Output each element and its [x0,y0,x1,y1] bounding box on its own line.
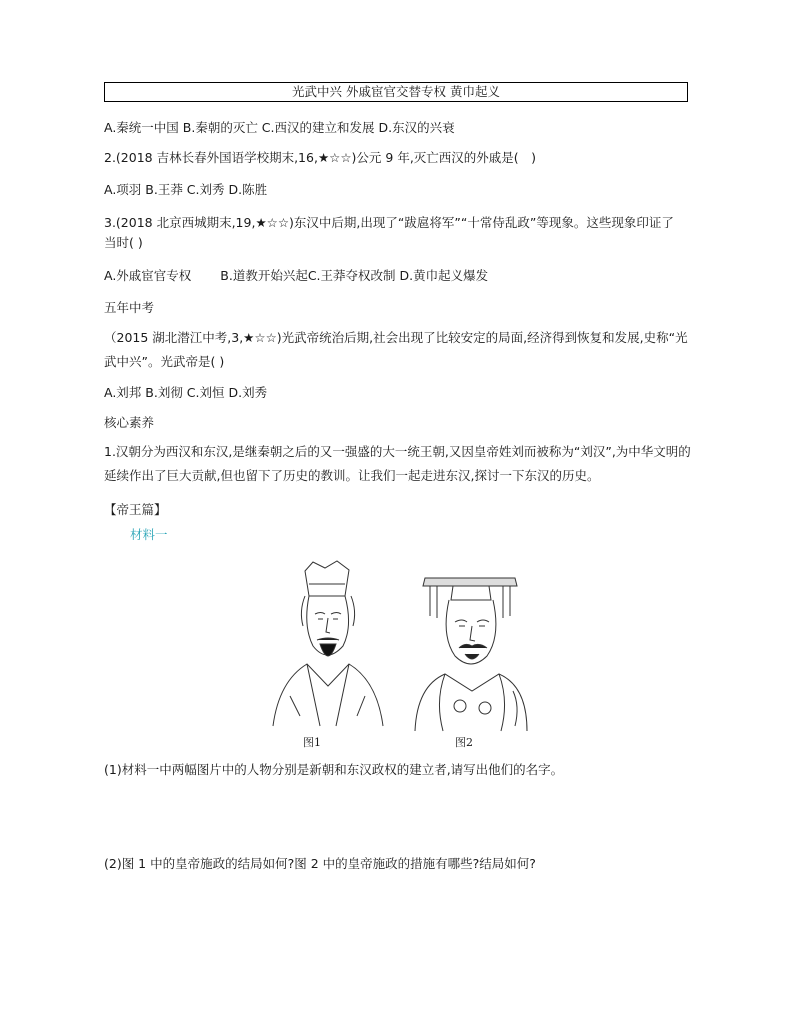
figure-2-caption: 图2 [455,736,473,749]
q4-stem-line2: 武中兴”。光武帝是( ) [104,354,225,369]
q3-options: A.外戚宦官专权 B.道教开始兴起C.王莽夺权改制 D.黄巾起义爆发 [104,268,489,283]
emperor-section-label: 【帝王篇】 [104,502,167,517]
q3-stem-line2: 当时( ) [104,235,143,250]
figure-1-caption: 图1 [303,736,321,749]
portraits-illustration [265,556,540,746]
q5-sub-question-2: (2)图 1 中的皇帝施政的结局如何?图 2 中的皇帝施政的措施有哪些?结局如何? [104,856,536,871]
emperor-portraits-figure [265,556,540,749]
q2-stem: 2.(2018 吉林长春外国语学校期末,16,★☆☆)公元 9 年,灭亡西汉的外戚是( ) [104,150,537,165]
lesson-title: 光武中兴 外戚宦官交替专权 黄巾起义 [292,84,500,99]
q5-intro-line2: 延续作出了巨大贡献,但也留下了历史的教训。让我们一起走进东汉,探讨一下东汉的历史。 [104,468,600,483]
q2-options: A.项羽 B.王莽 C.刘秀 D.陈胜 [104,182,268,197]
q4-options: A.刘邦 B.刘彻 C.刘恒 D.刘秀 [104,385,268,400]
q1-options: A.秦统一中国 B.秦朝的灭亡 C.西汉的建立和发展 D.东汉的兴衰 [104,120,455,135]
portrait-figure-1 [273,561,383,726]
material-one-label: 材料一 [130,527,168,542]
q4-stem-line1: （2015 湖北潜江中考,3,★☆☆)光武帝统治后期,社会出现了比较安定的局面,经济得到恢复和发展,史称“光 [104,330,688,345]
q5-sub-question-1: (1)材料一中两幅图片中的人物分别是新朝和东汉政权的建立者,请写出他们的名字。 [104,762,564,777]
portrait-figure-2 [415,578,527,731]
q5-intro-line1: 1.汉朝分为西汉和东汉,是继秦朝之后的又一强盛的大一统王朝,又因皇帝姓刘而被称为“刘汉”,为中华文明的 [104,444,691,459]
section-heading-five-year-exam: 五年中考 [104,300,155,315]
q3-stem-line1: 3.(2018 北京西城期末,19,★☆☆)东汉中后期,出现了“跋扈将军”“十常侍乱政”等现象。这些现象印证了 [104,215,674,230]
section-heading-core-literacy: 核心素养 [104,415,155,430]
lesson-title-box [104,82,688,102]
